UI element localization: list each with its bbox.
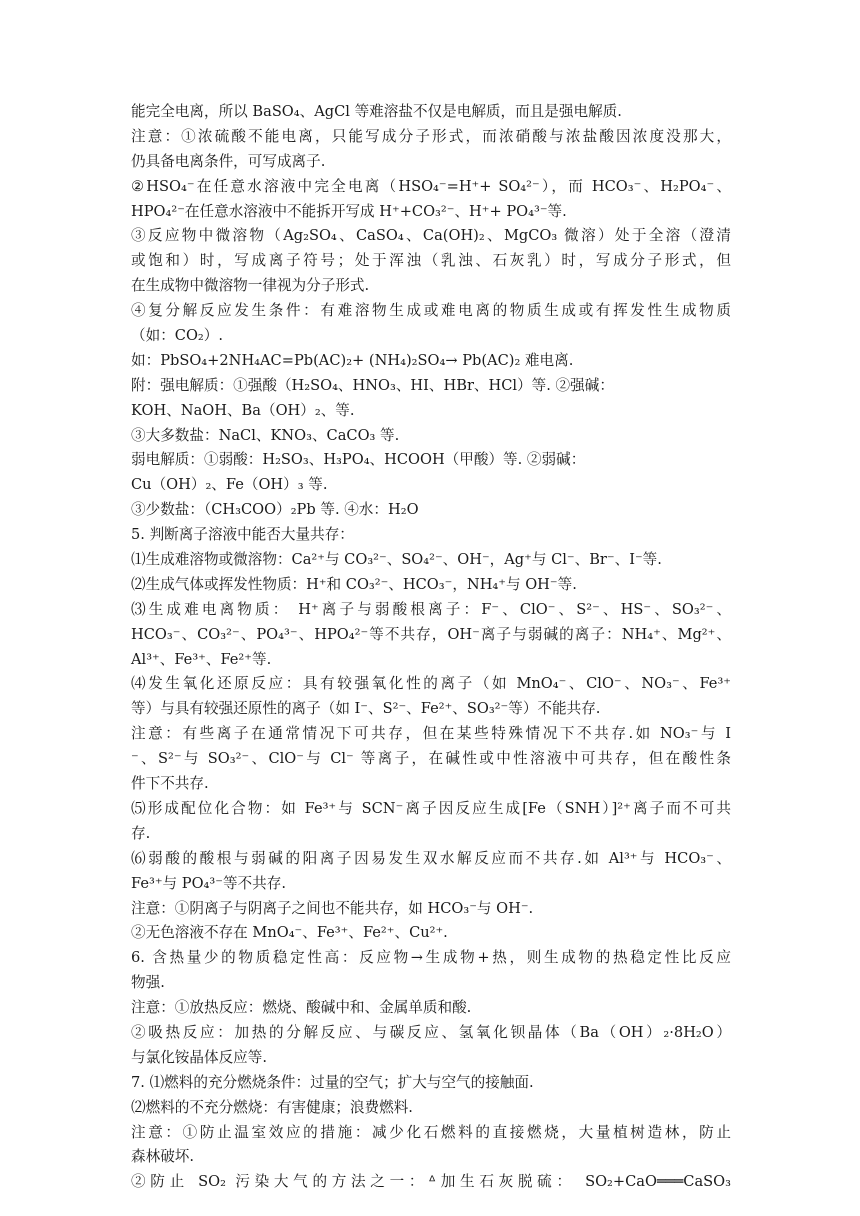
- text-line: ②吸热反应：加热的分解反应、与碳反应、氢氧化钡晶体（Ba（OH）₂·8H₂O）: [131, 1023, 731, 1041]
- text-line: ③反应物中微溶物（Ag₂SO₄、CaSO₄、Ca(OH)₂、MgCO₃ 微溶）处于全溶（澄清: [131, 227, 731, 245]
- text-line: 注意：①防止温室效应的措施：减少化石燃料的直接燃烧，大量植树造林，防止: [131, 1123, 731, 1141]
- section-heading: 6. 含热量少的物质稳定性高：反应物→生成物+热，则生成物的热稳定性比反应: [131, 949, 731, 967]
- text-line: 或饱和）时，写成离子符号；处于浑浊（乳浊、石灰乳）时，写成分子形式，但: [131, 252, 731, 270]
- text-line: ⁻、S²⁻与 SO₃²⁻、ClO⁻与 Cl⁻ 等离子，在碱性或中性溶液中可共存，但在酸性条: [131, 750, 731, 768]
- section-heading: 5. 判断离子溶液中能否大量共存：: [131, 526, 354, 544]
- text-line: （如：CO₂）.: [131, 327, 223, 345]
- document-page: [131, 100, 731, 1195]
- text-line: 注意：①浓硫酸不能电离，只能写成分子形式，而浓硝酸与浓盐酸因浓度没那大，: [131, 127, 731, 145]
- text-line: HPO₄²⁻在任意水溶液中不能拆开写成 H⁺+CO₃²⁻、H⁺+ PO₄³⁻等.: [131, 202, 567, 220]
- text-line: 注意：①阴离子与阴离子之间也不能共存，如 HCO₃⁻与 OH⁻.: [131, 899, 534, 917]
- text-line: Al³⁺、Fe³⁺、Fe²⁺等.: [131, 650, 272, 668]
- text-line: 等）与具有较强还原性的离子（如 I⁻、S²⁻、Fe²⁺、SO₃²⁻等）不能共存.: [131, 700, 601, 718]
- section-heading: 7. ⑴燃料的充分燃烧条件：过量的空气；扩大与空气的接触面.: [131, 1073, 534, 1091]
- text-line: ⑸形成配位化合物：如 Fe³⁺与 SCN⁻离子因反应生成[Fe（SNH）]²⁺离子而不可共: [131, 799, 731, 817]
- text-line: 如：PbSO₄+2NH₄AC=Pb(AC)₂+ (NH₄)₂SO₄→ Pb(AC)₂ 难电离.: [131, 351, 574, 369]
- text-line: 在生成物中微溶物一律视为分子形式.: [131, 277, 370, 295]
- text-line: ⑵生成气体或挥发性物质：H⁺和 CO₃²⁻、HCO₃⁻，NH₄⁺与 OH⁻等.: [131, 575, 577, 593]
- text-line: 森林破坏.: [131, 1148, 195, 1166]
- text-line: 注意：①放热反应：燃烧、酸碱中和、金属单质和酸.: [131, 999, 472, 1017]
- text-line: Cu（OH）₂、Fe（OH）₃ 等.: [131, 476, 328, 494]
- text-line: 弱电解质：①弱酸：H₂SO₃、H₃PO₄、HCOOH（甲酸）等. ②弱碱：: [131, 451, 586, 469]
- text-line: ②HSO₄⁻在任意水溶液中完全电离（HSO₄⁻=H⁺+ SO₄²⁻），而 HCO₃⁻、H₂PO₄⁻、: [131, 177, 731, 195]
- text-line: ③大多数盐：NaCl、KNO₃、CaCO₃ 等.: [131, 426, 400, 444]
- text-line: ⑹弱酸的酸根与弱碱的阳离子因易发生双水解反应而不共存.如 Al³⁺与 HCO₃⁻、: [131, 849, 731, 867]
- text-line: KOH、NaOH、Ba（OH）₂、等.: [131, 401, 355, 419]
- text-line: ③少数盐：（CH₃COO）₂Pb 等. ④水：H₂O: [131, 501, 419, 519]
- text-line: 能完全电离，所以 BaSO₄、AgCl 等难溶盐不仅是电解质，而且是强电解质.: [131, 103, 622, 120]
- text-line: ④复分解反应发生条件：有难溶物生成或难电离的物质生成或有挥发性生成物质: [131, 302, 731, 320]
- text-line: Fe³⁺与 PO₄³⁻等不共存.: [131, 874, 286, 892]
- text-line: 注意：有些离子在通常情况下可共存，但在某些特殊情况下不共存.如 NO₃⁻与 I: [131, 725, 731, 743]
- text-line: ⑷发生氧化还原反应：具有较强氧化性的离子（如 MnO₄⁻、ClO⁻、NO₃⁻、Fe³⁺: [131, 675, 731, 693]
- text-line: 物强.: [131, 974, 165, 992]
- text-line: ②防止 SO₂ 污染大气的方法之一：ᐞ加生石灰脱硫： SO₂+CaO═══CaSO₃: [131, 1173, 731, 1191]
- text-line: ⑵燃料的不充分燃烧：有害健康；浪费燃料.: [131, 1098, 413, 1116]
- text-line: ⑴生成难溶物或微溶物：Ca²⁺与 CO₃²⁻、SO₄²⁻、OH⁻，Ag⁺与 Cl⁻、Br⁻、I⁻等.: [131, 551, 662, 569]
- text-line: 附：强电解质：①强酸（H₂SO₄、HNO₃、HI、HBr、HCl）等. ②强碱：: [131, 376, 614, 394]
- text-line: HCO₃⁻、CO₃²⁻、PO₄³⁻、HPO₄²⁻等不共存，OH⁻离子与弱碱的离子：NH₄⁺、Mg²⁺、: [131, 625, 731, 643]
- text-line: 仍具备电离条件，可写成离子.: [131, 152, 326, 170]
- text-line: ②无色溶液不存在 MnO₄⁻、Fe³⁺、Fe²⁺、Cu²⁺.: [131, 924, 448, 942]
- text-line: 存.: [131, 824, 151, 842]
- text-line: 与氯化铵晶体反应等.: [131, 1048, 267, 1066]
- text-line: ⑶生成难电离物质： H⁺离子与弱酸根离子：F⁻、ClO⁻、S²⁻、HS⁻、SO₃²⁻、: [131, 600, 731, 618]
- text-line: 件下不共存.: [131, 775, 209, 793]
